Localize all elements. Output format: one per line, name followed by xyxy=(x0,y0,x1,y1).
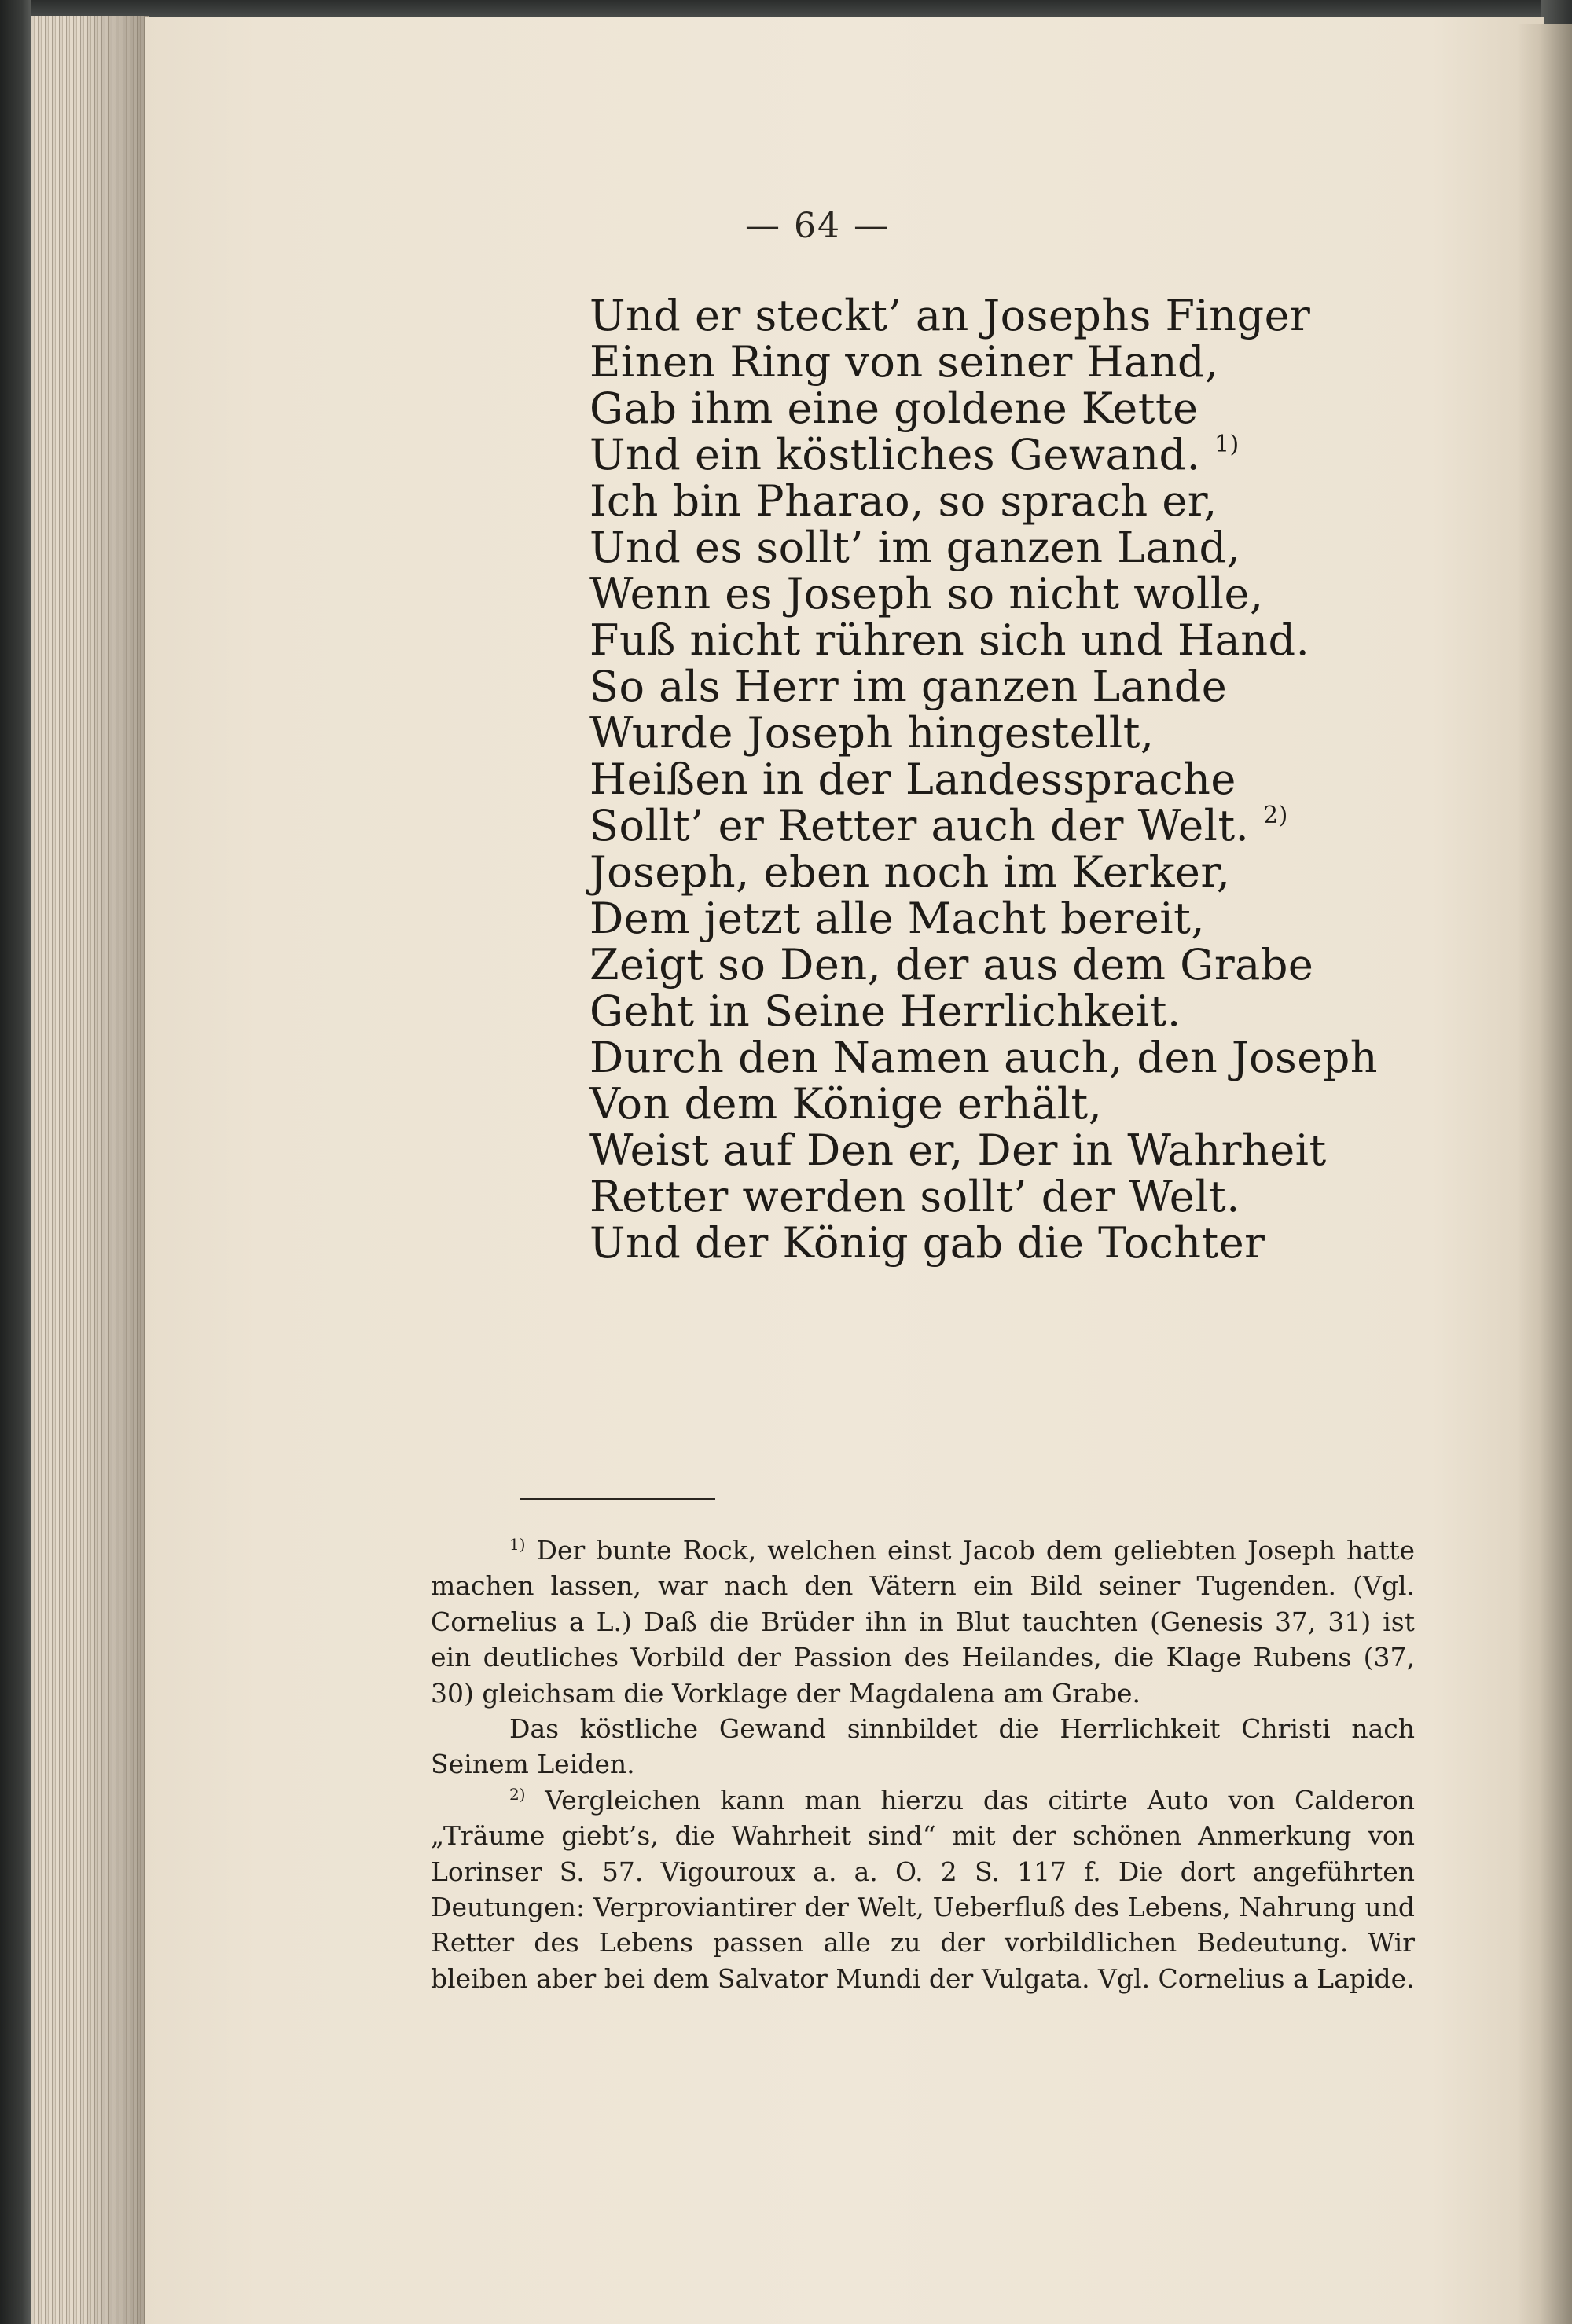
footnote-ref-1[interactable]: 1) xyxy=(1214,431,1240,458)
verse-line: Zeigt so Den, der aus dem Grabe xyxy=(590,940,1314,989)
verse-line: Gab ihm eine goldene Kette xyxy=(590,384,1199,433)
verse-line-with-note xyxy=(590,431,1376,478)
verse-line: Weist auf Den er, Der in Wahrheit xyxy=(590,1125,1327,1175)
verse-line: Fuß nicht rühren sich und Hand. xyxy=(590,615,1310,665)
footnote-ref-2[interactable]: 2) xyxy=(1263,802,1288,829)
page-gutter-shadow xyxy=(1517,24,1572,2324)
footnote-separator xyxy=(520,1498,715,1500)
verse-line: Und er steckt’ an Josephs Finger xyxy=(590,291,1311,340)
verse-line: Und es sollt’ im ganzen Land, xyxy=(590,523,1241,572)
footnote-2 xyxy=(431,1782,1415,1996)
book-cover-left xyxy=(0,0,31,2324)
verse-line: Durch den Namen auch, den Joseph xyxy=(590,1033,1379,1082)
verse-line: Wurde Joseph hingestellt, xyxy=(590,708,1155,758)
footnotes xyxy=(431,1533,1415,1996)
verse-line: Wenn es Joseph so nicht wolle, xyxy=(590,569,1264,619)
verse-line: Joseph, eben noch im Kerker, xyxy=(590,847,1231,897)
verse-line: Ich bin Pharao, so sprach er, xyxy=(590,476,1218,526)
verse-line-text: Sollt’ er Retter auch der Welt. xyxy=(590,801,1250,850)
footnote-2-text: Vergleichen kann man hierzu das citirte Auto von Calderon „Träume giebt’s, die Wahrheit sind“ mit der schönen Anmerkung von Lorinser S. 57. Vigouroux a. a. O. 2 S. 117 f. Die dort angeführten Deutungen: Verproviantirer der Welt, Ueberfluß des Lebens, Nahrung und Retter des Lebens passen alle zu der vorbildlichen Bedeutung. Wir bleiben aber bei dem Salvator Mundi der Vulgata. Vgl. Cornelius a Lapide. xyxy=(431,1784,1415,1994)
verse-line-text: Und ein köstliches Gewand. xyxy=(590,430,1201,479)
poem-verse xyxy=(590,291,1379,1268)
verse-line: Retter werden sollt’ der Welt. xyxy=(590,1172,1240,1221)
footnote-1-text: Der bunte Rock, welchen einst Jacob dem geliebten Joseph hatte machen lassen, war nach den Vätern ein Bild seiner Tugenden. (Vgl. Cornelius a L.) Daß die Brüder ihn in Blut tauchten (Genesis 37, 31) ist ein deutliches Vorbild der Passion des Heilandes, die Klage Rubens (37, 30) gleichsam die Vorklage der Magdalena am Grabe. xyxy=(431,1535,1415,1709)
footnote-1-mark: 1) xyxy=(509,1535,526,1554)
verse-line: Dem jetzt alle Macht bereit, xyxy=(590,894,1205,943)
verse-line: Und der König gab die Tochter xyxy=(590,1218,1265,1268)
verse-line: Geht in Seine Herrlichkeit. xyxy=(590,986,1181,1036)
footnote-1 xyxy=(431,1533,1415,1711)
page-number: — 64 — xyxy=(745,206,890,246)
page-edges-shadow xyxy=(79,16,149,2324)
verse-line-with-note xyxy=(590,802,1376,849)
verse-line: Heißen in der Landessprache xyxy=(590,754,1236,804)
footnote-1-continued: Das köstliche Gewand sinnbildet die Herrlichkeit Christi nach Seinem Leiden. xyxy=(431,1713,1415,1780)
verse-line: Von dem Könige erhält, xyxy=(590,1079,1103,1129)
footnote-2-mark: 2) xyxy=(509,1784,526,1804)
verse-line: Einen Ring von seiner Hand, xyxy=(590,337,1219,387)
verse-line: So als Herr im ganzen Lande xyxy=(590,662,1228,711)
